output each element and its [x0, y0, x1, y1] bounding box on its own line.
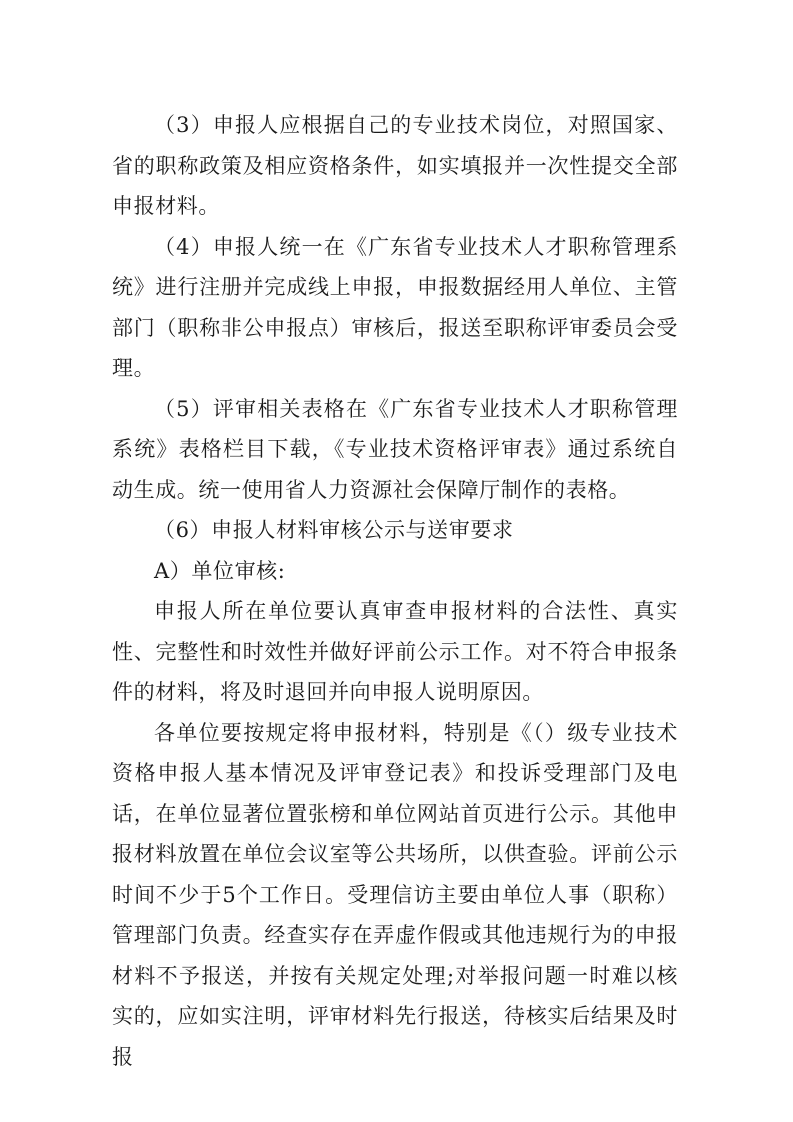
document-body — [112, 105, 678, 1077]
paragraph-6-heading: （6）申报人材料审核公示与送审要求 — [154, 518, 514, 542]
paragraph-4-online-system: （4）申报人统一在《广东省专业技术人才职称管理系统》进行注册并完成线上申报，申报数据经用人单位、主管部门（职称非公申报点）审核后，报送至职称评审委员会受理。 — [112, 234, 678, 380]
paragraph-a-heading: A）单位审核: — [154, 558, 286, 583]
paragraph-public-notice: 各单位要按规定将申报材料，特别是《（）级专业技术资格申报人基本情况及评审登记表》和投诉受理部门及电话，在单位显著位置张榜和单位网站首页进行公示。其他申报材料放置在单位会议室等公共场所，以供查验。评前公示时间不少于5个工作日。受理信访主要由单位人事（职称）管理部门负责。经查实存在弄虚作假或其他违规行为的申报材料不予报送，并按有关规定处理;对举报问题一时难以核实的，应如实注明，评审材料先行报送，待核实后结果及时报 — [112, 720, 678, 1069]
paragraph-3-requirements: （3）申报人应根据自己的专业技术岗位，对照国家、省的职称政策及相应资格条件，如实填报并一次性提交全部申报材料。 — [112, 113, 678, 218]
paragraph-unit-review: 申报人所在单位要认真审查申报材料的合法性、真实性、完整性和时效性并做好评前公示工作。对不符合申报条件的材料，将及时退回并向申报人说明原因。 — [112, 599, 678, 704]
paragraph-5-forms: （5）评审相关表格在《广东省专业技术人才职称管理系统》表格栏目下载，《专业技术资格评审表》通过系统自动生成。统一使用省人力资源社会保障厅制作的表格。 — [112, 396, 678, 502]
